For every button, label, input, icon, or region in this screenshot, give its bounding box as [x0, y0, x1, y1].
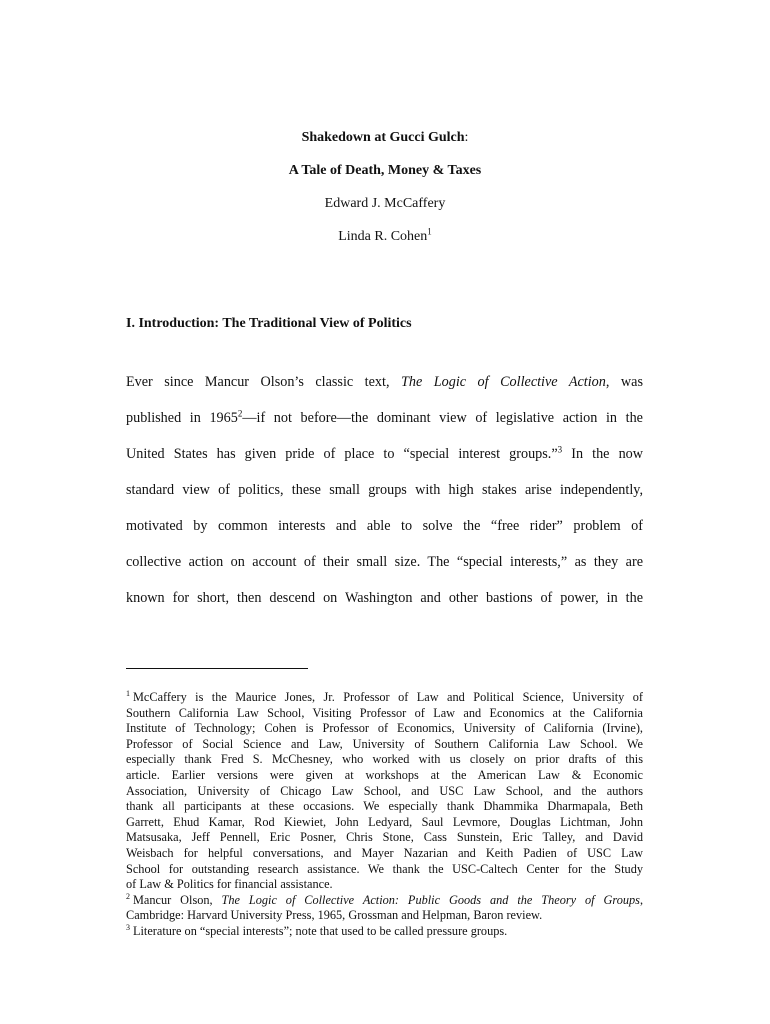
footnote-1-line-13: of Law & Politics for financial assistance.	[126, 877, 333, 892]
title-block	[0, 128, 770, 260]
author-mccaffery: Edward J. McCaffery	[324, 196, 446, 211]
footnote-1-line-6: article. Earlier versions were given at workshops at the American Law & Economic	[126, 767, 643, 782]
footnote-1-line-7: Association, University of Chicago Law School, and USC Law School, and the authors	[126, 783, 643, 798]
footnote-1-line-9: Garrett, Ehud Kamar, Rod Kiewiet, John Ledyard, Saul Levmore, Douglas Lichtman, John	[126, 814, 643, 829]
footnote-2-line-2: Cambridge: Harvard University Press, 1965, Grossman and Helpman, Baron review.	[126, 908, 543, 923]
footnote-2-line-1: $^2$ Mancur Olson, The Logic of Collective Action: Public Goods and the Theory of Groups,	[126, 891, 644, 907]
body-line-5: motivated by common interests and able to solve the “free rider” problem of	[126, 518, 643, 534]
body-line-6: collective action on account of their small size. The “special interests,” as they are	[126, 554, 643, 570]
body-line-1: Ever since Mancur Olson’s classic text, The Logic of Collective Action, was	[126, 374, 643, 390]
footnote-1-line-5: especially thank Fred S. McChesney, who worked with us closely on prior drafts of this	[126, 752, 643, 767]
footnote-1-line-11: Weisbach for helpful conversations, and Mayer Nazarian and Keith Padien of USC Law	[126, 845, 643, 860]
footnote-1-line-10: Matsusaka, Jeff Pennell, Eric Posner, Chris Stone, Cass Sunstein, Eric Talley, and David	[126, 830, 643, 845]
footnote-3: $^3$ Literature on “special interests”; note that used to be called pressure groups.	[126, 922, 508, 938]
author-cohen: Linda R. Cohen$^1$	[338, 226, 432, 244]
footnote-1-line-3: Institute of Technology; Cohen is Professor of Economics, University of California (Irvine),	[126, 721, 643, 736]
body-line-3: United States has given pride of place to “special interest groups.”$^3$ In the now	[126, 444, 644, 462]
footnotes	[126, 690, 643, 940]
body-line-4: standard view of politics, these small groups with high stakes arise independently,	[126, 482, 643, 498]
footnote-2-marker: 2	[126, 891, 130, 901]
footnote-1-marker: 1	[126, 688, 130, 698]
paper-subtitle: A Tale of Death, Money & Taxes	[288, 163, 482, 178]
footnote-1-line-1: $^1$ McCaffery is the Maurice Jones, Jr. Professor of Law and Political Science, University of	[126, 688, 643, 704]
body-line-7: known for short, then descend on Washington and other bastions of power, in the	[126, 590, 643, 606]
body-line-2: published in 1965$^2$—if not before—the dominant view of legislative action in the	[126, 408, 643, 426]
footnote-1-line-4: Professor of Social Science and Law, University of Southern California Law School. We	[126, 736, 643, 751]
section-heading: I. Introduction: The Traditional View of Politics	[126, 316, 412, 331]
footnote-3-marker: 3	[126, 922, 130, 932]
footnote-ref-1[interactable]: 1	[427, 226, 432, 237]
footnote-1-line-8: thank all participants at these occasions. We especially thank Dhammika Dharmapala, Beth	[126, 799, 643, 814]
paper-title: Shakedown at Gucci Gulch:	[301, 130, 469, 145]
book-title: The Logic of Collective Action	[400, 374, 606, 390]
footnote-ref-2[interactable]: 2	[237, 408, 243, 419]
footnote-ref-3[interactable]: 3	[557, 444, 563, 455]
footnote-1-line-2: Southern California Law School, Visiting Professor of Law and Economics at the California	[126, 705, 643, 720]
footnote-separator	[126, 668, 308, 669]
body-paragraph	[126, 364, 643, 616]
footnote-1-line-12: School for outstanding research assistance. We thank the USC-Caltech Center for the Study	[126, 861, 643, 876]
